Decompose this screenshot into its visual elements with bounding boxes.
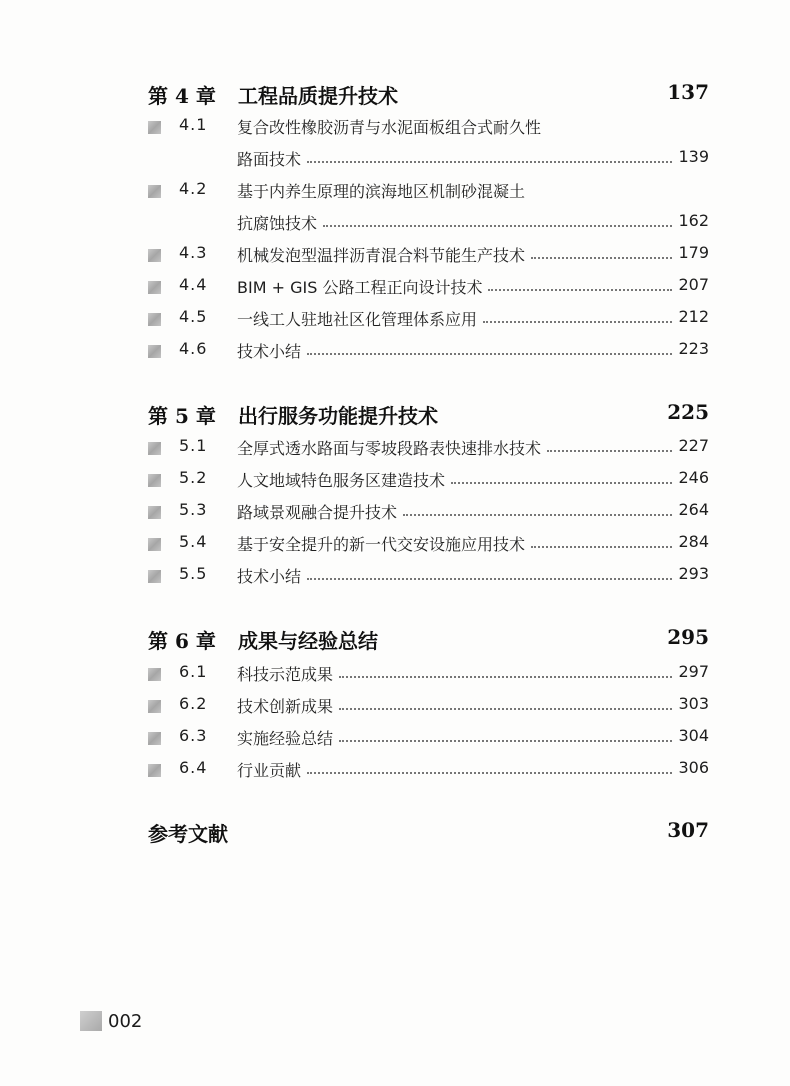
toc-entry[interactable] <box>148 500 709 526</box>
entry-title: 实施经验总结 <box>237 729 334 748</box>
references-heading[interactable] <box>148 818 709 848</box>
dot-leader <box>323 211 672 227</box>
references-page: 307 <box>667 818 709 842</box>
entry-number: 4.6 <box>179 339 208 358</box>
chapter-label: 第 5 章 <box>148 404 216 428</box>
entry-title: 科技示范成果 <box>237 665 334 684</box>
entry-number: 4.1 <box>179 115 208 134</box>
entry-number: 4.3 <box>179 243 208 262</box>
entry-number: 5.5 <box>179 564 208 583</box>
entry-title: 技术创新成果 <box>237 697 334 716</box>
entry-title: 机械发泡型温拌沥青混合料节能生产技术 <box>237 246 526 265</box>
entry-number: 4.2 <box>179 179 208 198</box>
entry-page: 284 <box>678 532 709 551</box>
entry-number: 5.2 <box>179 468 208 487</box>
dot-leader <box>307 758 672 774</box>
entry-page: 303 <box>678 694 709 713</box>
dot-leader <box>403 500 672 516</box>
toc-entry[interactable] <box>148 243 709 269</box>
entry-title: 人文地域特色服务区建造技术 <box>237 471 446 490</box>
square-bullet-icon <box>148 121 161 134</box>
entry-title: BIM + GIS 公路工程正向设计技术 <box>237 278 483 297</box>
dot-leader <box>307 147 672 163</box>
entry-page: 264 <box>678 500 709 519</box>
entry-title: 行业贡献 <box>237 761 302 780</box>
chapter-label: 第 6 章 <box>148 629 216 653</box>
entry-title: 路面技术 <box>237 150 302 169</box>
entry-number: 6.3 <box>179 726 208 745</box>
dot-leader <box>547 436 672 452</box>
toc-entry[interactable] <box>148 275 709 301</box>
entry-title-line1: 复合改性橡胶沥青与水泥面板组合式耐久性 <box>237 118 542 137</box>
square-bullet-icon <box>148 764 161 777</box>
square-bullet-icon <box>148 538 161 551</box>
chapter-heading[interactable] <box>148 625 709 655</box>
square-bullet-icon <box>148 570 161 583</box>
dot-leader <box>307 339 672 355</box>
toc-entry[interactable] <box>148 694 709 720</box>
square-bullet-icon <box>148 249 161 262</box>
entry-page: 212 <box>678 307 709 326</box>
square-bullet-icon <box>148 185 161 198</box>
square-bullet-icon <box>148 506 161 519</box>
toc-entry[interactable] <box>148 758 709 784</box>
toc-entry[interactable] <box>148 726 709 752</box>
entry-number: 5.1 <box>179 436 208 455</box>
toc-entry-continuation[interactable] <box>148 147 709 173</box>
toc-entry[interactable] <box>148 307 709 333</box>
square-bullet-icon <box>148 281 161 294</box>
chapter-title: 出行服务功能提升技术 <box>238 404 438 428</box>
square-bullet-icon <box>148 313 161 326</box>
entry-title: 基于安全提升的新一代交安设施应用技术 <box>237 535 526 554</box>
entry-number: 4.5 <box>179 307 208 326</box>
entry-page: 306 <box>678 758 709 777</box>
entry-title: 技术小结 <box>237 342 302 361</box>
entry-page: 179 <box>678 243 709 262</box>
square-bullet-icon <box>148 345 161 358</box>
toc-entry[interactable] <box>148 436 709 462</box>
entry-title: 路域景观融合提升技术 <box>237 503 398 522</box>
chapter-heading[interactable] <box>148 400 709 430</box>
entry-page: 297 <box>678 662 709 681</box>
entry-title: 全厚式透水路面与零坡段路表快速排水技术 <box>237 439 542 458</box>
dot-leader <box>531 243 672 259</box>
toc-entry-continuation[interactable] <box>148 211 709 237</box>
entry-page: 293 <box>678 564 709 583</box>
entry-number: 6.4 <box>179 758 208 777</box>
entry-number: 5.3 <box>179 500 208 519</box>
dot-leader <box>339 662 672 678</box>
dot-leader <box>451 468 672 484</box>
entry-page: 139 <box>678 147 709 166</box>
chapter-title: 成果与经验总结 <box>238 629 378 653</box>
chapter-page: 225 <box>667 400 709 424</box>
entry-page: 227 <box>678 436 709 455</box>
entry-page: 246 <box>678 468 709 487</box>
dot-leader <box>339 694 672 710</box>
toc-entry[interactable] <box>148 662 709 688</box>
square-bullet-icon <box>148 668 161 681</box>
dot-leader <box>307 564 672 580</box>
chapter-heading[interactable] <box>148 80 709 110</box>
square-bullet-icon <box>148 700 161 713</box>
entry-title: 技术小结 <box>237 567 302 586</box>
references-title: 参考文献 <box>148 822 228 846</box>
dot-leader <box>339 726 672 742</box>
entry-page: 304 <box>678 726 709 745</box>
toc-entry[interactable] <box>148 564 709 590</box>
chapter-page: 137 <box>667 80 709 104</box>
toc-entry[interactable] <box>148 468 709 494</box>
entry-page: 207 <box>678 275 709 294</box>
square-bullet-icon <box>148 732 161 745</box>
entry-number: 4.4 <box>179 275 208 294</box>
entry-title-line1: 基于内养生原理的滨海地区机制砂混凝土 <box>237 182 526 201</box>
dot-leader <box>531 532 672 548</box>
square-bullet-icon <box>148 442 161 455</box>
square-bullet-icon <box>148 474 161 487</box>
entry-title: 一线工人驻地社区化管理体系应用 <box>237 310 478 329</box>
dot-leader <box>488 275 672 291</box>
entry-title: 抗腐蚀技术 <box>237 214 318 233</box>
entry-number: 6.2 <box>179 694 208 713</box>
toc-entry[interactable] <box>148 179 709 205</box>
page-footer <box>80 1010 142 1032</box>
chapter-label: 第 4 章 <box>148 84 216 108</box>
chapter-title: 工程品质提升技术 <box>238 84 398 108</box>
chapter-page: 295 <box>667 625 709 649</box>
page-number: 002 <box>108 1010 143 1032</box>
toc-entry[interactable] <box>148 339 709 365</box>
entry-number: 5.4 <box>179 532 208 551</box>
entry-number: 6.1 <box>179 662 208 681</box>
entry-page: 162 <box>678 211 709 230</box>
toc-entry[interactable] <box>148 115 709 141</box>
entry-page: 223 <box>678 339 709 358</box>
page-marker-icon <box>80 1011 102 1031</box>
dot-leader <box>483 307 672 323</box>
toc-entry[interactable] <box>148 532 709 558</box>
